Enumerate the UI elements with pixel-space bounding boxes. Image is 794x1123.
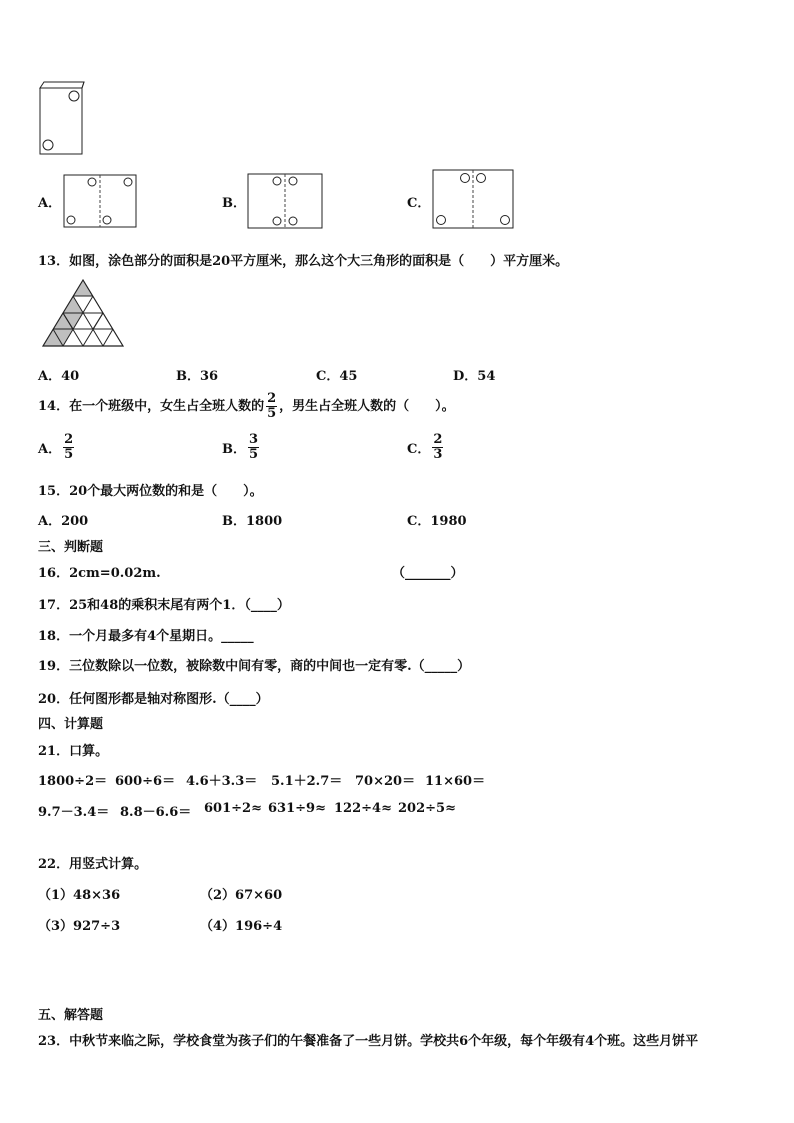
q12-option-c-figure[interactable] bbox=[431, 168, 515, 230]
q15-option-c[interactable]: C．1980 bbox=[407, 514, 467, 529]
q13-option-c[interactable]: C．45 bbox=[316, 369, 358, 384]
q22-item: （4）196÷4 bbox=[200, 919, 283, 934]
q16-answer-blank[interactable]: （_______） bbox=[392, 566, 464, 581]
q23-question: 23．中秋节来临之际，学校食堂为孩子们的午餐准备了一些月饼。学校共6个年级，每个年级有4个班。这些月饼平 bbox=[38, 1034, 699, 1049]
q14-option-a[interactable]: A． $\frac{2}{5}$ bbox=[38, 432, 74, 462]
q21-item: 1800÷2＝ bbox=[38, 774, 108, 789]
q20-question: 20．任何图形都是轴对称图形.（____） bbox=[38, 692, 269, 707]
q21-item: 9.7－3.4＝ bbox=[38, 805, 110, 820]
q13-option-a[interactable]: A．40 bbox=[38, 369, 80, 384]
q21-item: 11×60＝ bbox=[425, 774, 486, 789]
q22-item: （2）67×60 bbox=[200, 888, 283, 903]
q15-option-a[interactable]: A．200 bbox=[38, 514, 89, 529]
q19-question: 19．三位数除以一位数，被除数中间有零，商的中间也一定有零.（_____） bbox=[38, 659, 471, 674]
q15-option-b[interactable]: B．1800 bbox=[222, 514, 283, 529]
q21-item: 122÷4≈ bbox=[334, 801, 392, 816]
q21-item: 70×20＝ bbox=[355, 774, 416, 789]
q22-item: （1）48×36 bbox=[38, 888, 121, 903]
q16-question: 16．2cm=0.02m. bbox=[38, 566, 161, 581]
q14-fraction: $\frac{2}{5}$ bbox=[267, 391, 277, 421]
q18-question: 18．一个月最多有4个星期日。_____ bbox=[38, 629, 254, 644]
section-4-heading: 四、计算题 bbox=[38, 717, 104, 732]
q21-title: 21．口算。 bbox=[38, 744, 109, 759]
q22-title: 22．用竖式计算。 bbox=[38, 857, 148, 872]
q21-item: 631÷9≈ bbox=[268, 801, 326, 816]
q13-option-b[interactable]: B．36 bbox=[176, 369, 219, 384]
q12-option-b-figure[interactable] bbox=[246, 172, 324, 230]
q12-option-c-letter[interactable]: C． bbox=[407, 196, 431, 211]
q12-option-a-letter[interactable]: A． bbox=[38, 196, 62, 211]
q21-item: 5.1＋2.7＝ bbox=[271, 774, 343, 789]
q12-option-b-letter[interactable]: B． bbox=[222, 196, 246, 211]
q15-question: 15．20个最大两位数的和是（ ）。 bbox=[38, 484, 263, 499]
q14-option-b[interactable]: B． $\frac{3}{5}$ bbox=[222, 432, 259, 462]
q12-option-a-figure[interactable] bbox=[62, 173, 138, 229]
q17-question: 17．25和48的乘积末尾有两个1．（____） bbox=[38, 598, 290, 613]
q21-item: 8.8－6.6＝ bbox=[120, 805, 192, 820]
q21-item: 601÷2≈ bbox=[204, 801, 262, 816]
q21-item: 600÷6＝ bbox=[115, 774, 176, 789]
q21-item: 4.6＋3.3＝ bbox=[186, 774, 258, 789]
q14-question: 14．在一个班级中，女生占全班人数的 $\frac{2}{5}$ ，男生占全班人数的（ ）。 bbox=[38, 391, 455, 421]
q13-option-d[interactable]: D．54 bbox=[453, 369, 496, 384]
folded-paper-figure bbox=[36, 78, 88, 158]
q21-item: 202÷5≈ bbox=[398, 801, 456, 816]
q13-question: 13．如图，涂色部分的面积是20平方厘米，那么这个大三角形的面积是（ ）平方厘米。 bbox=[38, 254, 569, 269]
section-5-heading: 五、解答题 bbox=[38, 1008, 104, 1023]
triangle-figure bbox=[42, 278, 126, 350]
q14-option-c[interactable]: C． $\frac{2}{3}$ bbox=[407, 432, 443, 462]
q22-item: （3）927÷3 bbox=[38, 919, 121, 934]
section-3-heading: 三、判断题 bbox=[38, 540, 104, 555]
